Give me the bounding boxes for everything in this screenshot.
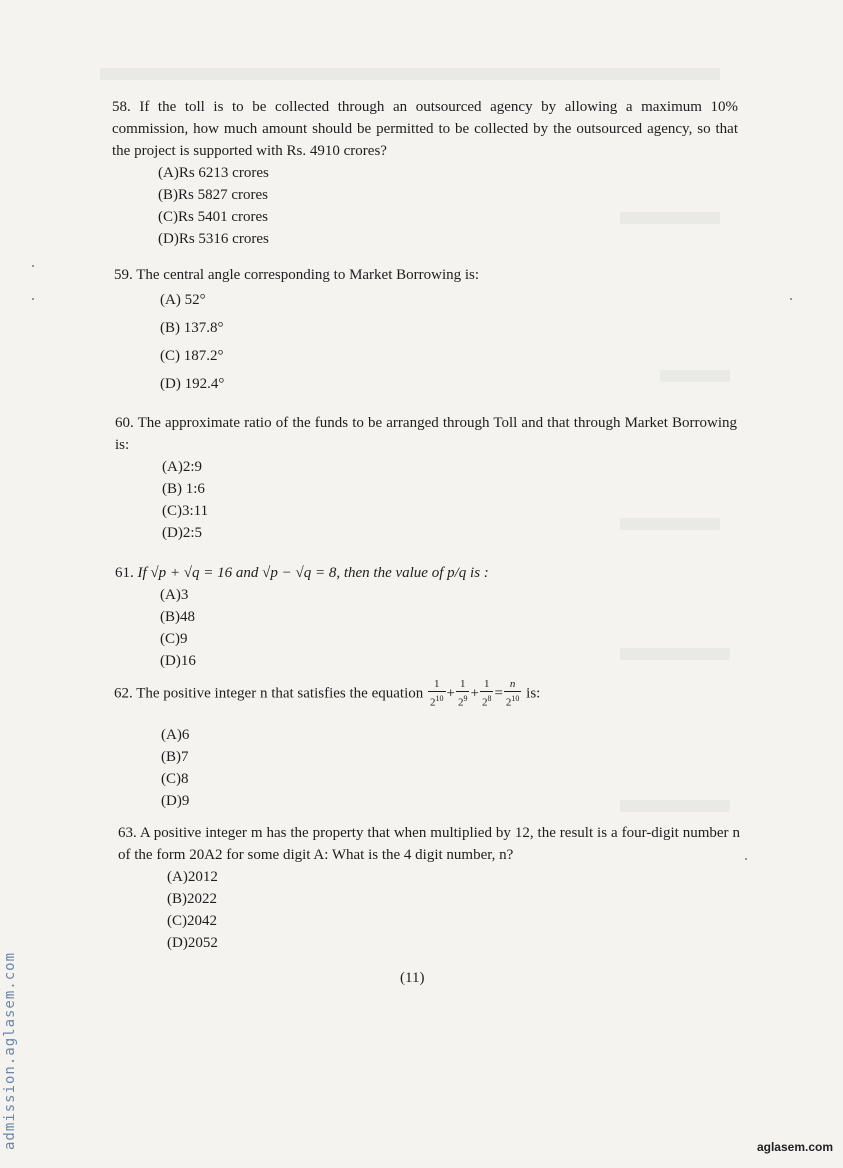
question-62-option-a: (A)6 (161, 726, 190, 743)
question-62-option-b: (B)7 (161, 748, 189, 765)
question-60-stem: 60. The approximate ratio of the funds to be arranged through Toll and that through Market Borrowing is: (115, 415, 737, 453)
question-61 (115, 562, 735, 672)
question-58-option-d: (D)Rs 5316 crores (158, 231, 269, 247)
question-63-option-a: (A)2012 (167, 869, 218, 885)
question-58 (112, 96, 738, 250)
bleed-through-mark (100, 68, 720, 80)
question-63-option-c: (C)2042 (167, 913, 217, 929)
side-watermark: admission.aglasem.com (2, 951, 18, 1150)
question-62-stem (114, 678, 734, 710)
question-59-option-c: (C) 187.2° (160, 348, 224, 364)
question-58-option-b: (B)Rs 5827 crores (158, 187, 268, 203)
speck (745, 858, 747, 860)
corner-watermark: aglasem.com (756, 1140, 833, 1154)
question-60-option-c: (C)3:11 (162, 503, 209, 519)
question-58-option-c: (C)Rs 5401 crores (158, 209, 268, 225)
question-61-option-d: (D)16 (160, 653, 196, 669)
question-59-option-a: (A) 52° (160, 292, 206, 308)
question-58-option-a: (A)Rs 6213 crores (158, 165, 269, 181)
question-59-option-b: (B) 137.8° (160, 320, 224, 336)
question-62-stem-suffix: is: (526, 685, 541, 702)
question-62 (114, 678, 734, 812)
question-60 (115, 412, 737, 544)
question-58-stem: 58. If the toll is to be collected through an outsourced agency by allowing a maximum 10% commission, how much amount should be permitted to be collected by the outsourced agency, so that the project is supported with Rs. 4910 crores? (112, 99, 738, 159)
page-number: (11) (400, 970, 425, 986)
question-62-option-d: (D)9 (161, 792, 190, 809)
question-63-option-b: (B)2022 (167, 891, 217, 907)
question-62-equation: $\frac{1}{2^{10}}$ + $\frac{1}{2^9}$ + $\frac{1}{2^8}$ = $\frac{n}{2^{10}}$ (430, 678, 520, 709)
question-61-option-c: (C)9 (160, 631, 188, 647)
question-60-option-d: (D)2:5 (162, 525, 202, 541)
question-63-stem: 63. A positive integer m has the property that when multiplied by 12, the result is a four-digit number n of the form 20A2 for some digit A: What is the 4 digit number, n? (118, 825, 740, 863)
question-59-option-d: (D) 192.4° (160, 376, 225, 392)
question-61-stem (115, 562, 735, 584)
question-59-stem: 59. The central angle corresponding to Market Borrowing is: (114, 267, 480, 283)
question-60-option-b: (B) 1:6 (162, 481, 205, 497)
question-59 (114, 264, 734, 398)
question-63 (118, 822, 740, 954)
speck (790, 298, 792, 300)
question-62-stem-prefix: 62. The positive integer n that satisfies the equation (114, 685, 424, 702)
question-62-option-c: (C)8 (161, 770, 189, 787)
speck (32, 265, 34, 267)
question-61-number: 61. (115, 565, 134, 581)
speck (32, 298, 34, 300)
question-60-option-a: (A)2:9 (162, 459, 202, 475)
question-61-option-b: (B)48 (160, 609, 195, 625)
question-63-option-d: (D)2052 (167, 935, 218, 951)
question-61-option-a: (A)3 (160, 587, 189, 603)
question-61-equation: If √p + √q = 16 and √p − √q = 8, then the value of p/q is : (137, 565, 489, 581)
